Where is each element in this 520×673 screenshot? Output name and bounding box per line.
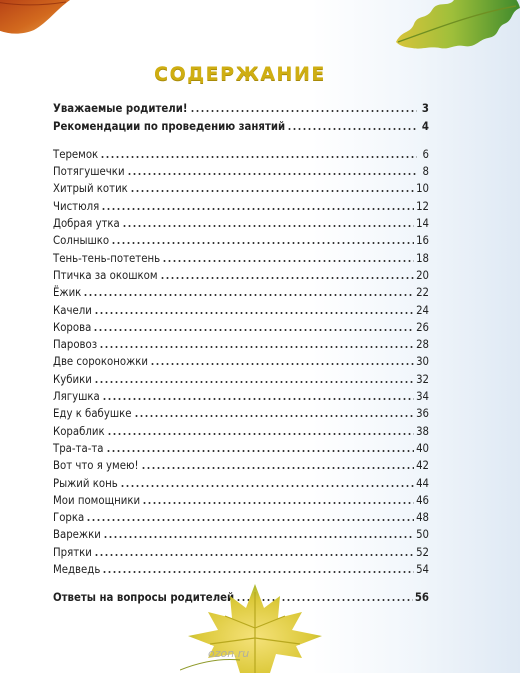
- toc-entry-title: Две сороконожки: [53, 355, 149, 369]
- toc-entry: [53, 282, 429, 299]
- toc-entry: [53, 161, 429, 178]
- toc-entry-title: Добрая утка: [53, 217, 120, 231]
- dot-leader: [102, 398, 414, 400]
- toc-entry-title: Птичка за окошком: [53, 268, 158, 282]
- toc-entry-title: Мои помощники: [53, 493, 141, 507]
- dot-leader: [127, 173, 417, 175]
- dot-leader: [162, 260, 414, 262]
- toc-entry-page-number: 52: [416, 545, 429, 559]
- toc-entry-title: Рыжий конь: [53, 476, 118, 490]
- table-of-contents: [53, 98, 429, 604]
- dot-leader: [287, 128, 417, 130]
- toc-entry-page-number: 34: [416, 390, 429, 404]
- toc-entry-page-number: 20: [416, 268, 429, 282]
- dot-leader: [130, 190, 414, 192]
- toc-entry-page-number: 54: [416, 563, 429, 577]
- toc-entry-title: Еду к бабушке: [53, 407, 132, 421]
- dot-leader: [93, 329, 414, 331]
- dot-leader: [106, 450, 415, 452]
- toc-entry-title: Кораблик: [53, 424, 105, 438]
- toc-entry-page-number: 46: [416, 493, 429, 507]
- toc-entry: [53, 541, 429, 558]
- toc-entry: [53, 524, 429, 541]
- autumn-leaf-red-image: [0, 0, 74, 40]
- dot-leader: [141, 467, 414, 469]
- toc-entry-page-number: 8: [422, 165, 429, 179]
- toc-entry-page-number: 3: [421, 102, 429, 116]
- intro-section: [53, 98, 429, 133]
- toc-entry: [53, 334, 429, 351]
- toc-entry-title: Вот что я умею!: [53, 459, 139, 473]
- toc-entry: [53, 299, 429, 316]
- toc-entry-title: Кубики: [53, 372, 92, 386]
- dot-leader: [101, 208, 414, 210]
- maple-leaf-yellow-image: [180, 578, 330, 673]
- toc-entry-page-number: 16: [416, 234, 429, 248]
- page-title: СОДЕРЖАНИЕ: [154, 62, 326, 85]
- toc-entry: [53, 195, 429, 212]
- dot-leader: [120, 485, 414, 487]
- toc-entry: [53, 115, 429, 132]
- dot-leader: [190, 110, 418, 112]
- toc-entry: [53, 98, 429, 115]
- dot-leader: [142, 502, 414, 504]
- toc-entry: [53, 472, 429, 489]
- dot-leader: [150, 363, 414, 365]
- toc-entry: [53, 490, 429, 507]
- watermark-text: ozon.ru: [208, 647, 250, 660]
- dot-leader: [107, 433, 414, 435]
- toc-entry-page-number: 10: [416, 182, 429, 196]
- toc-entry-title: Тра-та-та: [53, 441, 104, 455]
- toc-entry-title: Тень-тень-потетень: [53, 251, 161, 265]
- dot-leader: [94, 312, 414, 314]
- chapters-section: [53, 144, 429, 576]
- dot-leader: [134, 415, 415, 417]
- toc-entry: [53, 144, 429, 161]
- toc-entry: [53, 178, 429, 195]
- toc-entry-title: Хитрый котик: [53, 182, 128, 196]
- toc-entry: [53, 247, 429, 264]
- toc-entry-title: Потягушечки: [53, 165, 125, 179]
- dot-leader: [94, 554, 414, 556]
- toc-entry-page-number: 50: [416, 528, 429, 542]
- toc-entry-title: Уважаемые родители!: [53, 102, 188, 116]
- dot-leader: [103, 536, 414, 538]
- dot-leader: [111, 242, 414, 244]
- dot-leader: [122, 225, 414, 227]
- toc-entry-title: Качели: [53, 303, 92, 317]
- dot-leader: [94, 381, 414, 383]
- toc-entry-title: Теремок: [53, 147, 99, 161]
- toc-entry: [53, 403, 429, 420]
- toc-entry-page-number: 40: [416, 441, 429, 455]
- toc-entry-page-number: 4: [421, 119, 429, 133]
- toc-entry-page-number: 24: [416, 303, 429, 317]
- dot-leader: [99, 346, 414, 348]
- toc-entry: [53, 455, 429, 472]
- toc-entry-page-number: 42: [416, 459, 429, 473]
- toc-entry-page-number: 32: [416, 372, 429, 386]
- toc-entry-title: Ответы на вопросы родителей: [53, 591, 235, 605]
- toc-entry-page-number: 36: [416, 407, 429, 421]
- toc-entry-page-number: 38: [416, 424, 429, 438]
- dot-leader: [83, 294, 414, 296]
- toc-entry-title: Солнышко: [53, 234, 110, 248]
- toc-entry: [53, 368, 429, 385]
- toc-entry-page-number: 12: [416, 199, 429, 213]
- toc-entry: [53, 265, 429, 282]
- section-gap: [53, 133, 429, 144]
- toc-entry-page-number: 14: [416, 217, 429, 231]
- toc-entry-page-number: 26: [416, 320, 429, 334]
- toc-entry-title: Прятки: [53, 545, 92, 559]
- toc-entry-title: Чистюля: [53, 199, 100, 213]
- toc-entry-page-number: 30: [416, 355, 429, 369]
- toc-entry-page-number: 56: [414, 591, 429, 605]
- toc-entry: [53, 230, 429, 247]
- toc-entry: [53, 213, 429, 230]
- toc-entry: [53, 351, 429, 368]
- toc-entry: [53, 386, 429, 403]
- toc-entry: [53, 507, 429, 524]
- toc-entry-title: Лягушка: [53, 390, 100, 404]
- toc-entry-title: Медведь: [53, 563, 101, 577]
- toc-entry-page-number: 28: [416, 338, 429, 352]
- dot-leader: [86, 519, 414, 521]
- toc-entry-title: Варежки: [53, 528, 101, 542]
- toc-entry-page-number: 44: [416, 476, 429, 490]
- toc-entry: [53, 317, 429, 334]
- toc-entry-page-number: 6: [422, 147, 429, 161]
- toc-entry-title: Горка: [53, 511, 85, 525]
- oak-leaf-green-image: [392, 0, 520, 52]
- toc-entry: [53, 438, 429, 455]
- toc-entry-page-number: 48: [416, 511, 429, 525]
- toc-entry: [53, 420, 429, 437]
- dot-leader: [160, 277, 415, 279]
- toc-entry-title: Ёжик: [53, 286, 82, 300]
- toc-entry-title: Корова: [53, 320, 92, 334]
- toc-entry-title: Рекомендации по проведению занятий: [53, 119, 286, 133]
- toc-entry-page-number: 22: [416, 286, 429, 300]
- toc-entry-page-number: 18: [416, 251, 429, 265]
- toc-entry: [53, 559, 429, 576]
- dot-leader: [102, 571, 414, 573]
- dot-leader: [100, 156, 417, 158]
- toc-entry-title: Паровоз: [53, 338, 98, 352]
